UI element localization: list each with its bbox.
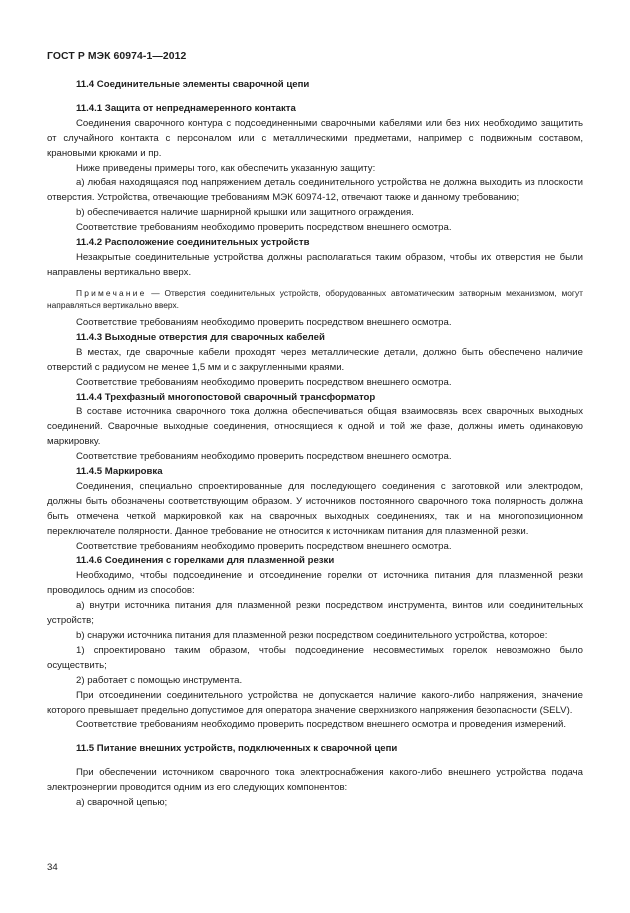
note [47,287,583,312]
subsection-heading-11-4-4: 11.4.4 Трехфазный многопостовой сварочный трансформатор [76,391,376,403]
list-item: a) любая находящаяся под напряжением деталь соединительного устройства не должна выходить из плоскости отверстия. Устройства, отвечающие требованиям МЭК 60974-12, отвечают также и данному требованию; [47,177,583,204]
subsection-heading-11-4-6: 11.4.6 Соединения с горелками для плазменной резки [76,555,335,567]
compliance-check: Соответствие требованиям необходимо проверить посредством внешнего осмотра. [76,222,452,234]
subsection-heading-11-4-1: 11.4.1 Защита от непреднамеренного контакта [76,102,296,114]
paragraph: В местах, где сварочные кабели проходят через металлические детали, должно быть обеспечено наличие отверстий с радиусом не менее 1,5 мм и с закругленными краями. [47,346,583,373]
compliance-check: Соответствие требованиям необходимо проверить посредством внешнего осмотра. [76,540,452,552]
note-text: — Отверстия соединительных устройств, оборудованных автоматическим затворным механизмом, могут направляться вертикально вверх. [47,287,583,311]
note-label: Примечание [76,287,147,298]
list-item: 1) спроектировано таким образом, чтобы подсоединение несовместимых горелок невозможно было осуществить; [47,644,583,671]
list-item: a) внутри источника питания для плазменной резки посредством инструмента, винтов или соединительных устройств; [47,600,583,627]
paragraph: Ниже приведены примеры того, как обеспечить указанную защиту: [76,162,376,174]
list-item: а) сварочной цепью; [76,797,168,809]
paragraph: Необходимо, чтобы подсоединение и отсоединение горелки от источника питания для плазменной резки проводилось одним из способов: [47,570,583,597]
compliance-check: Соответствие требованиям необходимо проверить посредством внешнего осмотра. [76,316,452,328]
section-heading-11-4: 11.4 Соединительные элементы сварочной цепи [76,79,310,90]
compliance-check: Соответствие требованиям необходимо проверить посредством внешнего осмотра и проведения измерений. [76,719,566,731]
list-item: b) обеспечивается наличие шарнирной крышки или защитного ограждения. [76,207,414,219]
paragraph: При отсоединении соединительного устройства не допускается наличие какого-либо напряжения, значение которого превышает предельно допустимое для оператора значение сверхнизкого напряжения безопасности (SELV). [47,689,583,716]
list-item: 2) работает с помощью инструмента. [76,674,243,686]
list-item: b) снаружи источника питания для плазменной резки посредством соединительного устройства, которое: [76,630,548,641]
page-number: 34 [47,862,58,873]
paragraph: Незакрытые соединительные устройства должны располагаться таким образом, чтобы их отверстия не были направлены вертикально вверх. [47,251,583,278]
page-content [47,78,583,811]
paragraph: В составе источника сварочного тока должна обеспечиваться общая взаимосвязь всех сварочных выходных соединений. Сварочные выходные соединения, относящиеся к одной и той же фазе, должны иметь одинаковую маркировку. [47,406,583,448]
subsection-heading-11-4-2: 11.4.2 Расположение соединительных устройств [76,237,310,249]
subsection-heading-11-4-5: 11.4.5 Маркировка [76,466,163,478]
compliance-check: Соответствие требованиям необходимо проверить посредством внешнего осмотра. [76,451,452,463]
paragraph: При обеспечении источником сварочного тока электроснабжения какого-либо внешнего устройства подача электроэнергии проводится одним из его следующих компонентов: [47,767,583,794]
compliance-check: Соответствие требованиям необходимо проверить посредством внешнего осмотра. [76,376,452,388]
section-heading-11-5: 11.5 Питание внешних устройств, подключенных к сварочной цепи [76,743,398,755]
paragraph: Соединения, специально спроектированные для последующего соединения с заготовкой или электродом, должны быть обозначены соответствующим образом. У источников постоянного сварочного тока полярность должна быть отмечена четкой маркировкой как на сварочных выходных соединениях, так и на многопозиционном переключателе полярности. Данное требование не относится к источникам питания для плазменной резки. [47,480,583,537]
document-header: ГОСТ Р МЭК 60974-1—2012 [47,51,187,62]
subsection-heading-11-4-3: 11.4.3 Выходные отверстия для сварочных кабелей [76,331,325,343]
paragraph: Соединения сварочного контура с подсоединенными сварочными кабелями или без них необходимо защитить от случайного контакта с персоналом или с металлическими предметами, например с подвижным составом, крановыми крюками и пр. [47,117,583,159]
